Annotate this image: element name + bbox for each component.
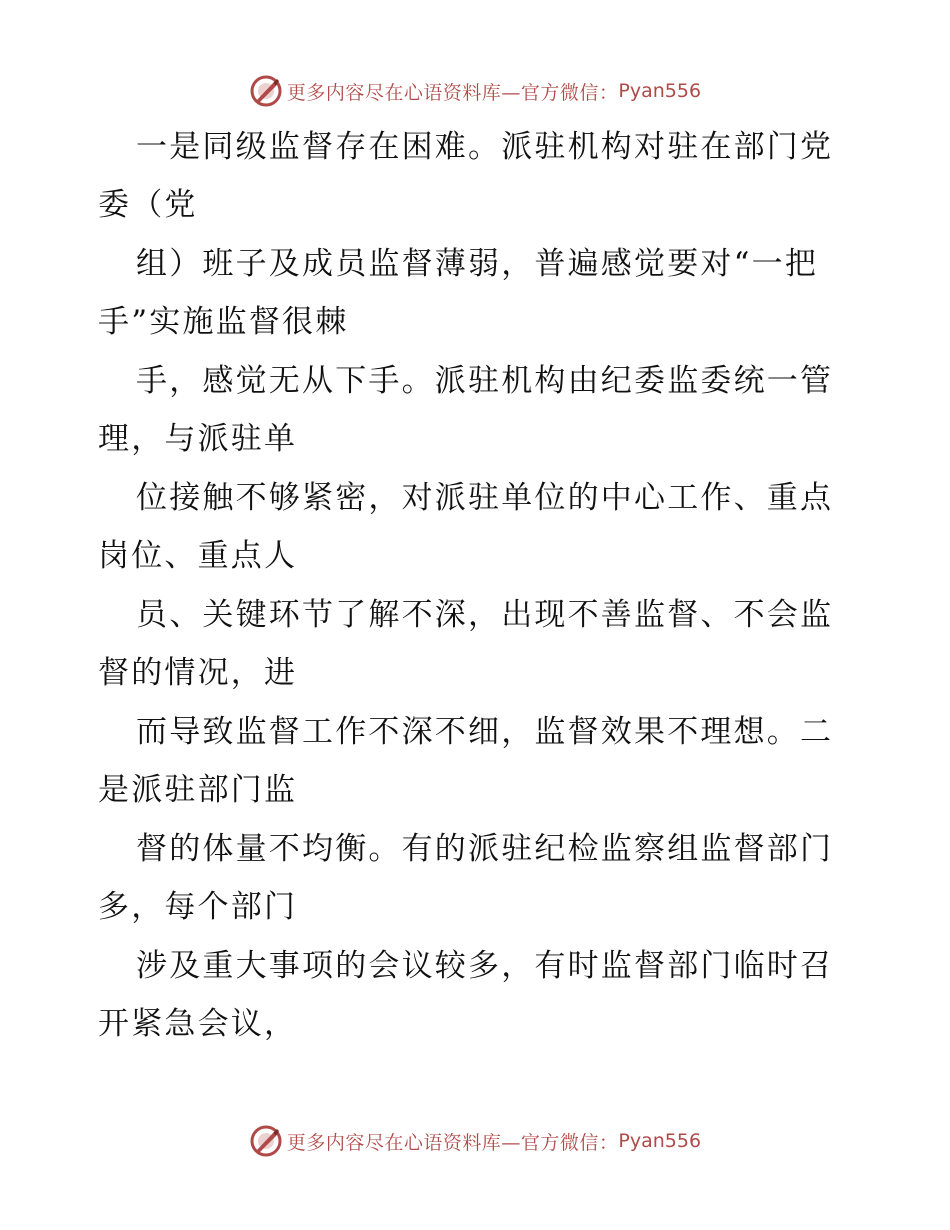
paragraph-line: 理，与派驻单 [98,421,298,457]
watermark-wechat-id: Pyan556 [618,1130,702,1152]
paragraph-line: 是派驻部门监 [98,772,298,808]
paragraph-line: 委（党 [98,187,198,223]
paragraph-line: 位接触不够紧密，对派驻单位的中心工作、重点 [136,480,834,516]
paragraph-line: 手，感觉无从下手。派驻机构由纪委监委统一管 [136,363,834,399]
watermark-wechat-id: Pyan556 [618,80,702,102]
paragraph-line: 督的体量不均衡。有的派驻纪检监察组监督部门 [136,831,834,867]
pen-logo-icon [249,1124,283,1158]
paragraph-line: 涉及重大事项的会议较多，有时监督部门临时召 [136,948,834,984]
paragraph-line: 组）班子及成员监督薄弱，普遍感觉要对“一把 [136,246,819,282]
paragraph-line: 手”实施监督很棘 [98,304,349,340]
pen-logo-icon [249,74,283,108]
paragraph-line: 多，每个部门 [98,889,298,925]
paragraph-line: 一是同级监督存在困难。派驻机构对驻在部门党 [136,129,834,165]
footer-watermark [0,1121,950,1161]
paragraph-line: 员、关键环节了解不深，出现不善监督、不会监 [136,597,834,633]
watermark-text: 更多内容尽在心语资料库—官方微信： [286,1131,619,1154]
paragraph-line: 开紧急会议， [98,1006,298,1042]
paragraph-line: 而导致监督工作不深不细，监督效果不理想。二 [136,714,834,750]
watermark-text: 更多内容尽在心语资料库—官方微信： [286,81,619,104]
paragraph-line: 督的情况，进 [98,655,298,691]
paragraph-line: 岗位、重点人 [98,538,298,574]
header-watermark [0,71,950,111]
